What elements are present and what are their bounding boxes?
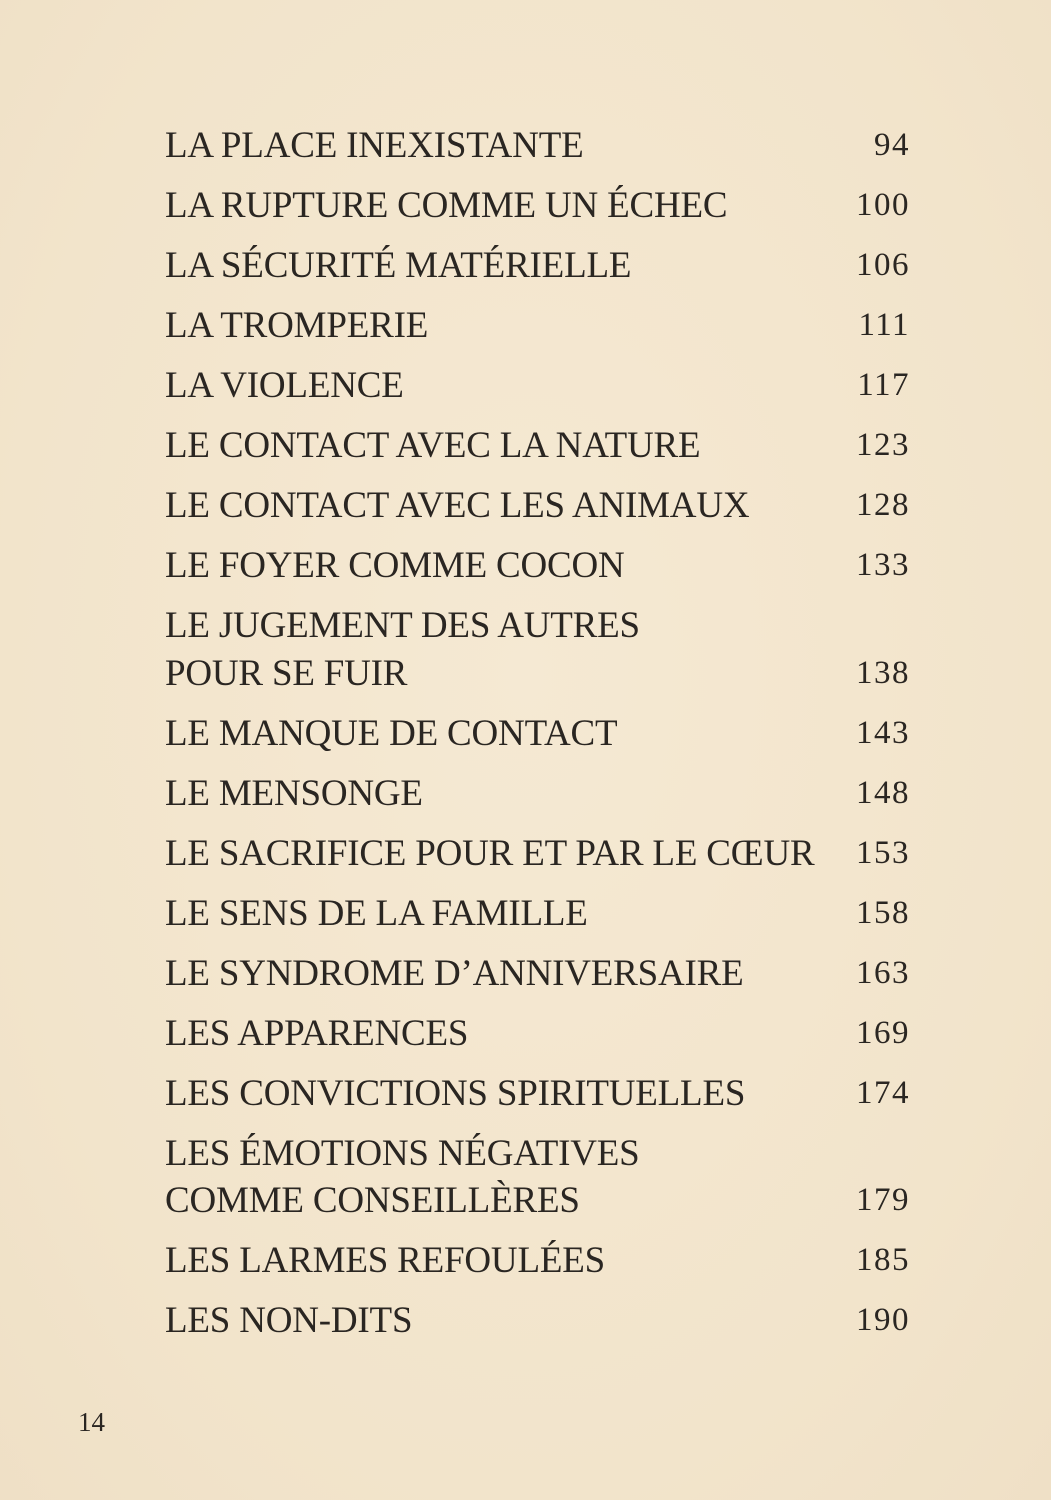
toc-entry-page-number: 106 [856,247,910,283]
toc-entry-title: LA RUPTURE COMME UN ÉCHEC [165,185,728,226]
toc-entry [165,1070,910,1118]
toc-entry-title: LE CONTACT AVEC LES ANIMAUX [165,485,750,526]
toc-entry-title: LE SACRIFICE POUR ET PAR LE CŒUR [165,832,815,874]
toc-entry-page-number: 94 [874,127,910,163]
toc-entry-page-number: 174 [856,1074,910,1111]
toc-entry-title: LE MENSONGE [165,772,423,814]
toc-entry [165,830,910,878]
toc-entry-title: LE FOYER COMME COCON [165,545,625,586]
toc-entry-page-number: 111 [858,307,910,343]
toc-entry-title: LA PLACE INEXISTANTE [165,125,584,166]
toc-entry-title: LA TROMPERIE [165,305,429,346]
toc-entry [165,482,910,530]
toc-entry-title: LES ÉMOTIONS NÉGATIVES COMME CONSEILLÈRES [165,1132,640,1221]
toc-entry [165,1130,910,1225]
toc-entry [165,542,910,590]
toc-entry-title: LES LARMES REFOULÉES [165,1240,606,1281]
toc-entry [165,950,910,998]
toc-entry-page-number: 128 [856,487,910,523]
toc-entry [165,422,910,470]
toc-entry-title: LES NON-DITS [165,1300,413,1341]
toc-entry [165,302,910,350]
toc-entry [165,890,910,938]
toc-entry-title: LES CONVICTIONS SPIRITUELLES [165,1072,746,1114]
toc-entry-title: LE SYNDROME D’ANNIVERSAIRE [165,952,744,994]
toc-entry-page-number: 148 [856,774,910,811]
toc-entry-page-number: 138 [856,654,910,691]
toc-entry [165,182,910,230]
toc-entry-page-number: 185 [856,1242,910,1278]
toc-entry-title: LES APPARENCES [165,1012,469,1054]
toc-entry-page-number: 100 [856,187,910,223]
toc-entry-page-number: 158 [856,894,910,931]
toc-entry [165,1297,910,1345]
toc-entry-title: LA SÉCURITÉ MATÉRIELLE [165,245,632,286]
toc-entry [165,602,910,697]
toc-entry-title: LE SENS DE LA FAMILLE [165,892,588,934]
toc-entry [165,1237,910,1285]
toc-entry [165,1010,910,1058]
toc-entry-page-number: 179 [856,1182,910,1218]
toc-entry [165,122,910,170]
toc-entry-title: LE JUGEMENT DES AUTRES POUR SE FUIR [165,605,640,694]
toc-entry-page-number: 143 [856,714,910,751]
toc-entry-title: LE CONTACT AVEC LA NATURE [165,425,701,466]
toc-entry-page-number: 163 [856,954,910,991]
toc-entry-page-number: 133 [856,547,910,583]
page-folio: 14 [78,1407,105,1437]
toc-entry [165,710,910,758]
toc-entry-title: LA VIOLENCE [165,365,404,406]
toc-entry [165,362,910,410]
toc-entry-page-number: 153 [856,834,910,871]
toc-entry-page-number: 190 [856,1302,910,1338]
toc-entry [165,242,910,290]
toc-entry-page-number: 169 [856,1014,910,1051]
table-of-contents [165,122,910,1357]
toc-entry-page-number: 117 [857,367,910,403]
toc-entry-page-number: 123 [856,427,910,463]
toc-entry [165,770,910,818]
toc-entry-title: LE MANQUE DE CONTACT [165,712,618,754]
